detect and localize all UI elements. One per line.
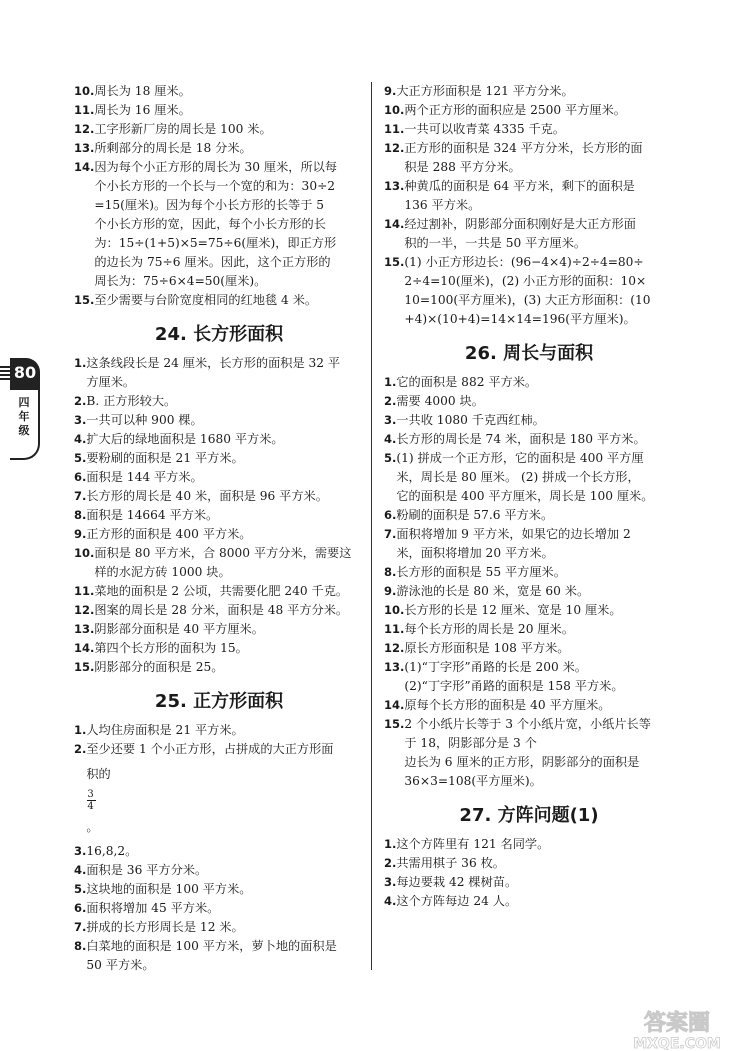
answer-text: 50 平方米。	[86, 958, 155, 972]
answer-text: 要粉刷的面积是 21 平方米。	[86, 451, 244, 465]
answer-item	[74, 430, 364, 449]
answer-text: 原每个长方形的面积是 40 平方厘米。	[404, 698, 611, 712]
answer-number: 6.	[74, 470, 87, 484]
answer-text: 它的面积是 400 平方厘米，周长是 100 厘米。	[396, 489, 654, 503]
answer-number: 7.	[74, 920, 87, 934]
answer-number: 1.	[384, 375, 397, 389]
answer-text: 阴影部分面积是 40 平方厘米。	[94, 622, 264, 636]
answer-item	[384, 215, 674, 253]
answer-number: 12.	[384, 141, 405, 155]
answer-number: 4.	[384, 432, 397, 446]
answer-number: 8.	[74, 508, 87, 522]
answer-text: 于 18，阴影部分是 3 个	[404, 736, 537, 750]
answer-text: 这个方阵里有 121 名同学。	[396, 837, 550, 851]
answer-item	[74, 601, 364, 620]
answer-text: =15(厘米)。因为每个小长方形的长等于 5	[94, 198, 325, 212]
answer-number: 4.	[384, 894, 397, 908]
answer-item	[74, 937, 364, 975]
right-column	[384, 82, 674, 911]
answer-number: 12.	[384, 641, 405, 655]
answer-number: 7.	[384, 527, 397, 541]
answer-number: 10.	[384, 603, 405, 617]
svg-text:MXQE.COM: MXQE.COM	[633, 1036, 721, 1050]
section-heading-26: 26. 周长与面积	[464, 343, 594, 364]
answer-text: 人均住房面积是 21 平方米。	[86, 723, 244, 737]
answer-text: 工字形新厂房的周长是 100 米。	[94, 122, 272, 136]
answer-text: B. 正方形较大。	[86, 394, 177, 408]
answer-item	[384, 101, 674, 120]
answer-item	[384, 392, 674, 411]
answer-text: 菜地的面积是 2 公顷，共需要化肥 240 千克。	[94, 584, 349, 598]
answer-item	[74, 658, 364, 677]
answer-item	[384, 715, 674, 791]
answer-number: 8.	[74, 939, 87, 953]
answer-text: 2÷4=10(厘米)，(2) 小正方形的面积：10×	[404, 274, 647, 288]
answer-number: 13.	[74, 622, 95, 636]
answer-item	[384, 582, 674, 601]
answer-text: 周长为 18 厘米。	[94, 84, 191, 98]
answer-item	[384, 601, 674, 620]
answer-number: 13.	[74, 141, 95, 155]
answer-text: 每边要栽 42 棵树苗。	[396, 875, 518, 889]
answer-number: 3.	[74, 413, 87, 427]
answer-text: 长方形的周长是 40 米，面积是 96 平方米。	[86, 489, 328, 503]
answer-item	[74, 861, 364, 880]
answer-number: 15.	[384, 717, 405, 731]
answer-number: 15.	[74, 660, 95, 674]
answer-text: 白菜地的面积是 100 平方米，萝卜地的面积是	[86, 939, 337, 953]
answer-number: 10.	[74, 546, 95, 560]
section-heading-27: 27. 方阵问题(1)	[459, 805, 599, 826]
answer-text: (2)“丁字形”甬路的面积是 158 平方米。	[404, 679, 624, 693]
answer-text: 拼成的长方形周长是 12 米。	[86, 920, 244, 934]
answer-item	[74, 101, 364, 120]
answer-text: 每个长方形的周长是 20 厘米。	[404, 622, 574, 636]
answer-text: 这块地的面积是 100 平方米。	[86, 882, 252, 896]
answer-number: 13.	[384, 179, 405, 193]
answer-number: 9.	[384, 84, 397, 98]
answer-text: 原长方形面积是 108 平方米。	[404, 641, 570, 655]
answer-item	[384, 449, 674, 506]
answer-item	[74, 449, 364, 468]
answer-item	[74, 139, 364, 158]
section-heading-25: 25. 正方形面积	[154, 691, 284, 712]
answer-text: 图案的周长是 28 分米，面积是 48 平方分米。	[94, 603, 349, 617]
answer-number: 9.	[74, 527, 87, 541]
answer-item	[384, 253, 674, 329]
answer-number: 3.	[384, 413, 397, 427]
answer-item	[74, 506, 364, 525]
grade-label: 四 年 级	[10, 388, 40, 460]
answer-item	[384, 620, 674, 639]
answer-number: 4.	[74, 863, 87, 877]
answer-number: 5.	[74, 451, 87, 465]
answer-number: 15.	[74, 293, 95, 307]
answer-number: 11.	[384, 122, 405, 136]
answer-number: 10.	[74, 84, 95, 98]
answer-number: 5.	[384, 451, 397, 465]
answer-item	[384, 430, 674, 449]
answer-item	[74, 487, 364, 506]
answer-item	[74, 158, 364, 291]
answer-item	[74, 411, 364, 430]
answer-text: 136 平方米。	[404, 198, 481, 212]
answer-item	[74, 525, 364, 544]
answer-item	[384, 373, 674, 392]
answer-item	[74, 842, 364, 861]
answer-text: 长方形的长是 12 厘米、宽是 10 厘米。	[404, 603, 622, 617]
answer-text: 16,8,2。	[86, 844, 138, 858]
answer-item	[384, 658, 674, 696]
answer-text: 一共可以收青菜 4335 千克。	[404, 122, 566, 136]
answer-text: 它的面积是 882 平方米。	[396, 375, 538, 389]
page-side-tab	[0, 356, 42, 460]
answer-text: 面积是 144 平方米。	[86, 470, 203, 484]
answer-text: 边长为 6 厘米的正方形，阴影部分的面积是	[404, 755, 640, 769]
answer-number: 14.	[74, 641, 95, 655]
column-divider	[371, 82, 372, 970]
answer-number: 6.	[74, 901, 87, 915]
answer-text: 长方形的面积是 55 平方厘米。	[396, 565, 566, 579]
answer-number: 11.	[74, 103, 95, 117]
answer-text: 周长为：75÷6×4=50(厘米)。	[94, 274, 267, 288]
answer-number: 9.	[384, 584, 397, 598]
answer-item	[384, 563, 674, 582]
fraction: 3 4	[87, 789, 363, 812]
answer-item	[384, 854, 674, 873]
answer-item	[74, 721, 364, 740]
answer-text: 一共可以种 900 棵。	[86, 413, 203, 427]
answer-text: 2 个小纸片长等于 3 个小纸片宽，小纸片长等	[404, 717, 651, 731]
answer-text: 面积将增加 9 平方米，如果它的边长增加 2	[396, 527, 631, 541]
answer-number: 3.	[74, 844, 87, 858]
answer-item	[384, 892, 674, 911]
answer-number: 14.	[74, 160, 95, 174]
answer-text: 正方形的面积是 400 平方米。	[86, 527, 252, 541]
answer-text: 共需用棋子 36 枚。	[396, 856, 505, 870]
answer-text: 扩大后的绿地面积是 1680 平方米。	[86, 432, 284, 446]
answer-text: 36×3=108(平方厘米)。	[404, 774, 542, 788]
svg-text:答案圈: 答案圈	[643, 1011, 711, 1036]
answer-text: 积是 288 平方分米。	[404, 160, 521, 174]
answer-number: 12.	[74, 122, 95, 136]
answer-text: 米，面积将增加 20 平方米。	[396, 546, 554, 560]
answer-text: 面积是 14664 平方米。	[86, 508, 219, 522]
answer-text: 经过割补，阴影部分面积刚好是大正方形面	[404, 217, 636, 231]
answer-text: 面积是 80 平方米，合 8000 平方分米，需要这	[94, 546, 352, 560]
answer-number: 15.	[384, 255, 405, 269]
answer-item	[74, 468, 364, 487]
answer-number: 2.	[384, 394, 397, 408]
answer-text: 样的水泥方砖 1000 块。	[94, 565, 231, 579]
answer-text: 种黄瓜的面积是 64 平方米，剩下的面积是	[404, 179, 635, 193]
answer-item	[384, 639, 674, 658]
answer-number: 1.	[74, 356, 87, 370]
answer-text: 个小长方形的宽，因此，每个小长方形的长	[94, 217, 326, 231]
answer-number: 11.	[74, 584, 95, 598]
section-heading-24: 24. 长方形面积	[154, 324, 284, 345]
answer-text: 两个正方形的面积应是 2500 平方厘米。	[404, 103, 626, 117]
answer-text: 所剩部分的周长是 18 分米。	[94, 141, 252, 155]
answer-item	[384, 139, 674, 177]
answer-text: (1) 小正方形边长：(96−4×4)÷2÷4=80÷	[404, 255, 644, 269]
answer-number: 8.	[384, 565, 397, 579]
answer-number: 1.	[384, 837, 397, 851]
answer-number: 6.	[384, 508, 397, 522]
answer-text: 至少需要与台阶宽度相同的红地毯 4 米。	[94, 293, 318, 307]
answer-text: (1)“丁字形”甬路的长是 200 米。	[404, 660, 587, 674]
answer-text: 大正方形面积是 121 平方分米。	[396, 84, 574, 98]
answer-text: 需要 4000 块。	[396, 394, 484, 408]
answer-text: 第四个长方形的面积为 15。	[94, 641, 248, 655]
answer-text: 方厘米。	[86, 375, 136, 389]
answer-item	[74, 880, 364, 899]
answer-item	[384, 411, 674, 430]
answer-item	[74, 899, 364, 918]
answer-item	[384, 120, 674, 139]
answer-number: 12.	[74, 603, 95, 617]
answer-item	[384, 506, 674, 525]
answer-text: 10=100(平方厘米)，(3) 大正方形面积：(10	[404, 293, 651, 307]
answer-number: 7.	[74, 489, 87, 503]
answer-text: 这个方阵每边 24 人。	[396, 894, 518, 908]
answer-text: 游泳池的长是 80 米，宽是 60 米。	[396, 584, 590, 598]
watermark-logo	[612, 1008, 742, 1050]
answer-text: 积的一半，一共是 50 平方厘米。	[404, 236, 587, 250]
page-number: 80	[10, 358, 40, 388]
answer-item	[74, 918, 364, 937]
answer-number: 4.	[74, 432, 87, 446]
answer-text: 面积将增加 45 平方米。	[86, 901, 220, 915]
answer-text: 粉刷的面积是 57.6 平方米。	[396, 508, 554, 522]
answer-item	[74, 620, 364, 639]
answer-item	[384, 835, 674, 854]
answer-item	[74, 544, 364, 582]
answer-number: 11.	[384, 622, 405, 636]
answer-item: 2. 至少还要 1 个小正方形，占拼成的大正方形面 积的 3 4 。	[74, 740, 364, 842]
answer-item	[384, 525, 674, 563]
answer-number: 3.	[384, 875, 397, 889]
answer-text: 因为每个小正方形的周长为 30 厘米，所以每	[94, 160, 338, 174]
answer-number: 10.	[384, 103, 405, 117]
answer-text: 周长为 16 厘米。	[94, 103, 191, 117]
answer-text: 面积是 36 平方分米。	[86, 863, 208, 877]
answer-number: 1.	[74, 723, 87, 737]
answer-text: +4)×(10+4)=14×14=196(平方厘米)。	[404, 312, 636, 326]
answer-item	[384, 82, 674, 101]
answer-text: 正方形的面积是 324 平方分米，长方形的面	[404, 141, 643, 155]
answer-text: 阴影部分的面积是 25。	[94, 660, 224, 674]
answer-text: (1) 拼成一个正方形，它的面积是 400 平方厘	[396, 451, 644, 465]
answer-text: 这条线段长是 24 厘米，长方形的面积是 32 平	[86, 356, 341, 370]
answer-number: 13.	[384, 660, 405, 674]
answer-item	[384, 873, 674, 892]
answer-item	[74, 291, 364, 310]
answer-text: 的边长为 75÷6 厘米。因此，这个正方形的	[94, 255, 331, 269]
answer-item	[384, 696, 674, 715]
answer-number: 2.	[384, 856, 397, 870]
answer-text: 为：15÷(1+5)×5=75÷6(厘米)，即正方形	[94, 236, 337, 250]
answer-text: 个小长方形的一个长与一个宽的和为：30÷2	[94, 179, 336, 193]
answer-text: 米，周长是 80 厘米。 (2) 拼成一个长方形，	[396, 470, 640, 484]
answer-item	[74, 639, 364, 658]
answer-number: 2.	[74, 394, 87, 408]
left-column	[74, 82, 364, 975]
answer-number: 14.	[384, 217, 405, 231]
answer-item	[74, 354, 364, 392]
answer-item	[74, 582, 364, 601]
answer-item	[74, 392, 364, 411]
answer-item	[74, 120, 364, 139]
answer-number: 14.	[384, 698, 405, 712]
answer-text: 一共收 1080 千克西红柿。	[396, 413, 545, 427]
answer-item	[74, 82, 364, 101]
answer-number: 5.	[74, 882, 87, 896]
answer-item	[384, 177, 674, 215]
answer-text: 长方形的周长是 74 米，面积是 180 平方米。	[396, 432, 646, 446]
